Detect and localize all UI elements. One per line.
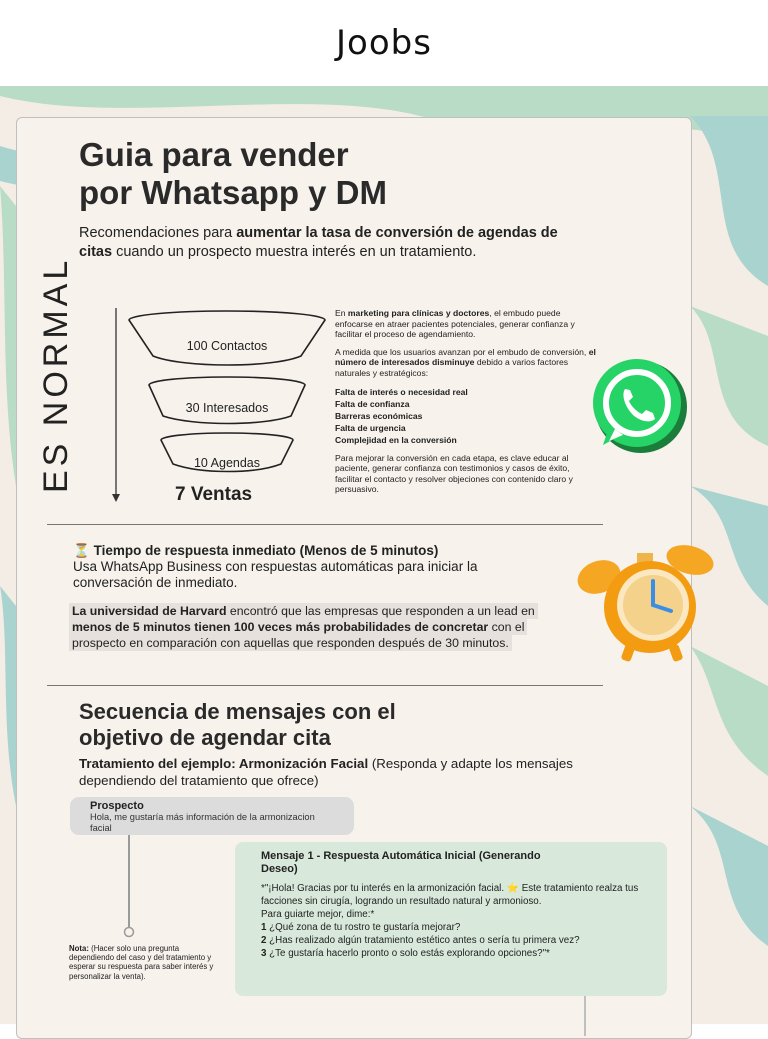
funnel-explanation: En marketing para clínicas y doctores, el embudo puede enfocarse en atraer pacientes potenciales, generar confianza y facilitar el proceso de agendamiento. A medida que los usuarios avanzan por el embudo de conversión, el número de interesados disminuye debido a varios factores naturales y estratégicos: Falta de interés o necesidad real Falta de confianza Barreras económicas Falta de urgencia Complejidad en la conversión Para mejorar la conversión en cada etapa, es clave educar al paciente, generar confianza con testimonios y casos de éxito, facilitar el contacto y resolver objeciones con contenido claro y persuasivo. <box>335 308 596 495</box>
message-1-heading: Mensaje 1 - Respuesta Automática Inicial (Generando Deseo) <box>261 850 541 875</box>
prospect-message: Hola, me gustaría más información de la armonizacion facial <box>90 812 315 833</box>
message-1-bubble <box>235 842 667 996</box>
timeline-connector <box>121 835 137 939</box>
alarm-clock-icon <box>575 545 721 665</box>
sequence-title: Secuencia de mensajes con el objetivo de agendar cita <box>79 699 396 750</box>
response-time-section: ⏳ Tiempo de respuesta inmediato (Menos de 5 minutos) Usa WhatsApp Business con respuestas automáticas para iniciar la conversación de inmediato. <box>73 543 478 590</box>
factors-list <box>335 386 597 446</box>
factor-item: Falta de urgencia <box>335 422 406 433</box>
divider-1 <box>47 524 603 525</box>
prospect-bubble <box>70 797 354 835</box>
message-1-body: *"¡Hola! Gracias por tu interés en la armonización facial. ⭐ Este tratamiento realza tus facciones sin cirugía, logrando un resultado natural y armonioso. Para guiarte mejor, dime:* 1 ¿Qué zona de tu rostro te gustaría mejorar? 2 ¿Has realizado algún tratamiento estético antes o sería tu primera vez? 3 ¿Te gustaría hacerlo pronto o solo estás explorando opciones?"* <box>261 883 639 959</box>
sequence-subtitle: Tratamiento del ejemplo: Armonización Facial (Responda y adapte los mensajes dependiendo del tratamiento que ofrece) <box>79 756 573 788</box>
brand-logo: Joobs <box>336 23 432 63</box>
whatsapp-icon <box>585 355 721 455</box>
title-line-1: Guia para vender <box>79 136 349 173</box>
funnel-arrow <box>102 308 122 508</box>
funnel-result: 7 Ventas <box>175 484 253 505</box>
title-line-2: por Whatsapp y DM <box>79 174 388 211</box>
timeline-connector-2 <box>581 996 589 1036</box>
factor-item: Falta de interés o necesidad real <box>335 386 468 397</box>
factor-item: Falta de confianza <box>335 398 410 409</box>
intro-paragraph: Recomendaciones para aumentar la tasa de conversión de agendas de citas cuando un prospecto muestra interés en un tratamiento. <box>79 225 558 260</box>
harvard-study: La universidad de Harvard encontró que las empresas que responden a un lead en menos de 5 minutos tienen 100 veces más probabilidades de concretar con el prospecto en comparación con aquellas que responden después de 30 minutos. <box>69 603 539 651</box>
factor-item: Barreras económicas <box>335 410 423 421</box>
hourglass-icon: ⏳ <box>73 543 90 558</box>
top-bar <box>0 0 768 86</box>
funnel-stage-interested: 30 Interesados <box>185 401 269 415</box>
es-normal-label: ES NORMAL <box>37 256 75 493</box>
funnel-stage-contacts: 100 Contactos <box>186 339 268 353</box>
factor-item: Complejidad en la conversión <box>335 434 457 445</box>
prospect-label: Prospecto <box>90 800 144 812</box>
divider-2 <box>47 685 603 686</box>
page-title <box>79 136 639 212</box>
funnel-stage-appointments: 10 Agendas <box>193 456 261 470</box>
note-text: Nota: (Hacer solo una pregunta dependiendo del caso y del tratamiento y esperar su respuesta para saber interés y personalizar la venta). <box>69 944 214 981</box>
